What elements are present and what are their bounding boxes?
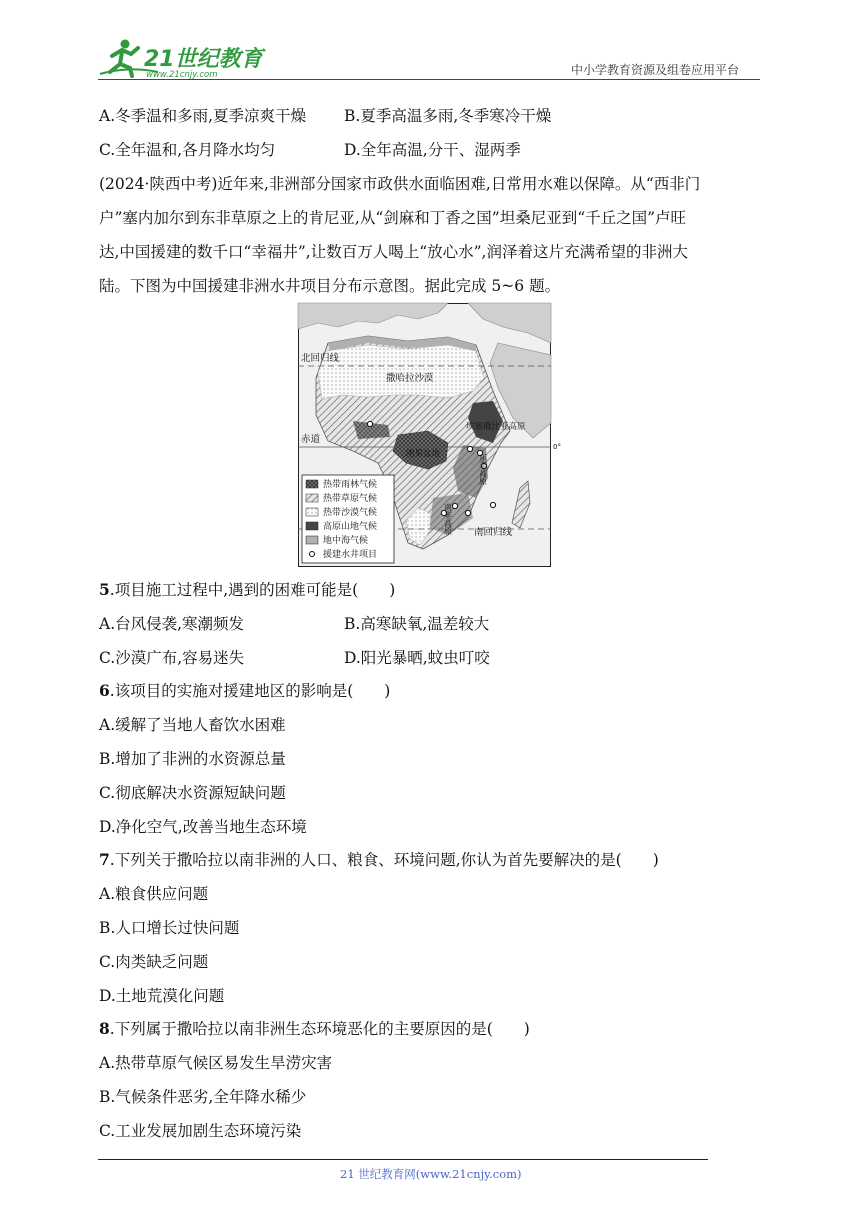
- q8-number: 8: [99, 1019, 110, 1038]
- label-tropic-south: 南回归线: [474, 527, 513, 538]
- q7-number: 7: [99, 850, 110, 869]
- header-divider: [98, 79, 760, 80]
- q7-option-a: A.粮食供应问题: [99, 885, 209, 903]
- q7-option-b: B.人口增长过快问题: [99, 919, 240, 937]
- q5-stem: [99, 580, 395, 600]
- q5-number: 5: [99, 580, 110, 599]
- q8-option-b: B.气候条件恶劣,全年降水稀少: [99, 1088, 307, 1106]
- q7-stem: [99, 850, 659, 870]
- q6-option-c: C.彻底解决水资源短缺问题: [99, 784, 286, 802]
- q6-option-d: D.净化空气,改善当地生态环境: [99, 818, 307, 836]
- q5-option-a: A.台风侵袭,寒潮频发: [99, 615, 245, 633]
- q8-option-c: C.工业发展加剧生态环境污染: [99, 1122, 302, 1140]
- q5-stem-text: .项目施工过程中,遇到的困难可能是( ): [109, 581, 396, 599]
- label-south-africa: 南非高原: [443, 503, 453, 535]
- label-congo: 刚果盆地: [406, 449, 441, 459]
- legend-rainforest: 热带雨林气候: [323, 480, 378, 490]
- q5-option-d: D.阳光暴晒,蚊虫叮咬: [344, 649, 490, 667]
- q4-option-d: D.全年高温,分干、湿两季: [344, 141, 521, 159]
- label-equator: 赤道: [301, 434, 321, 445]
- label-sahara: 撒哈拉沙漠: [386, 373, 434, 384]
- label-zero-deg: 0°: [553, 443, 561, 451]
- logo-url: www.21cnjy.com: [146, 70, 218, 80]
- legend-highland: 高原山地气候: [323, 522, 378, 532]
- passage-line-3: 达,中国援建的数千口“幸福井”,让数百万人喝上“放心水”,润泽着这片充满希望的非洲大: [99, 243, 688, 261]
- legend-well-project: 援建水井项目: [323, 550, 378, 560]
- header-platform-text: 中小学教育资源及组卷应用平台: [571, 63, 740, 77]
- legend-desert: 热带沙漠气候: [323, 508, 378, 518]
- footer-divider: [98, 1159, 708, 1160]
- q6-stem: [99, 681, 390, 701]
- passage-line-2: 户”塞内加尔到东非草原之上的肯尼亚,从“剑麻和丁香之国”坦桑尼亚到“千丘之国”卢旺: [99, 209, 687, 227]
- q6-stem-text: .该项目的实施对援建地区的影响是( ): [109, 682, 391, 700]
- q8-option-a: A.热带草原气候区易发生旱涝灾害: [99, 1054, 333, 1072]
- legend-mediterranean: 地中海气候: [323, 536, 369, 546]
- q4-option-b: B.夏季高温多雨,冬季寒冷干燥: [344, 107, 552, 125]
- q8-stem: [99, 1019, 530, 1039]
- q4-option-a: A.冬季温和多雨,夏季凉爽干燥: [99, 107, 307, 125]
- q5-option-b: B.高寒缺氧,温差较大: [344, 615, 490, 633]
- passage-line-4: 陆。下图为中国援建非洲水井项目分布示意图。据此完成 5~6 题。: [99, 277, 561, 295]
- passage-line-1: (2024·陕西中考)近年来,非洲部分国家市政供水面临困难,日常用水难以保障。从“西非门: [99, 175, 701, 193]
- footer-link[interactable]: 21 世纪教育网(www.21cnjy.com): [340, 1167, 522, 1181]
- q5-option-c: C.沙漠广布,容易迷失: [99, 649, 245, 667]
- africa-well-project-map: [298, 303, 561, 567]
- q7-stem-text: .下列关于撒哈拉以南非洲的人口、粮食、环境问题,你认为首先要解决的是( ): [109, 851, 659, 869]
- q6-number: 6: [99, 681, 110, 700]
- q4-option-c: C.全年温和,各月降水均匀: [99, 141, 276, 159]
- q6-option-a: A.缓解了当地人畜饮水困难: [99, 716, 286, 734]
- map-legend: [302, 475, 394, 563]
- label-tropic-north: 北回归线: [301, 353, 340, 364]
- q7-option-d: D.土地荒漠化问题: [99, 987, 225, 1005]
- q8-stem-text: .下列属于撒哈拉以南非洲生态环境恶化的主要原因的是( ): [109, 1020, 530, 1038]
- logo-text: 21世纪教育: [144, 47, 263, 72]
- legend-savanna: 热带草原气候: [323, 494, 378, 504]
- label-ethiopia: 埃塞俄比亚高原: [466, 422, 526, 432]
- label-east-africa: 东非高原: [478, 453, 488, 485]
- q6-option-b: B.增加了非洲的水资源总量: [99, 750, 286, 768]
- q7-option-c: C.肉类缺乏问题: [99, 953, 209, 971]
- site-logo: [98, 36, 268, 80]
